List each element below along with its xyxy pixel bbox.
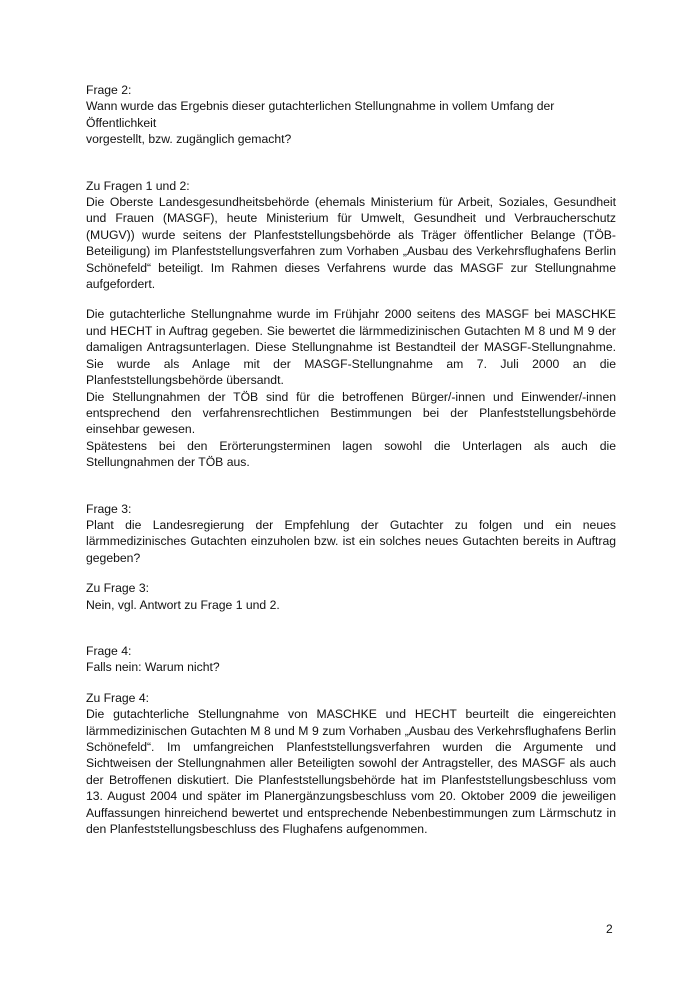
question-4-text: Falls nein: Warum nicht? (86, 660, 220, 675)
answer-4-heading: Zu Frage 4: (86, 690, 149, 705)
answer-1-2-paragraph-2: Die gutachterliche Stellungnahme wurde im Frühjahr 2000 seitens des MASGF bei MASCHKE und HECHT in Auftrag gegeben. Sie bewertet die lärmmedizinischen Gutachten M 8 und M 9 der damaligen Antragsunterlagen. Diese Stellungnahme ist Bestandteil der MASGF-Stellungnahme. Sie wurde als Anlage mit der MASGF-Stellungnahme am 7. Juli 2000 an die Planfeststellungsbehörde übersandt. (86, 307, 616, 388)
answer-1-2-paragraph-4: Spätestens bei den Erörterungsterminen lagen sowohl die Unterlagen als auch die Stellungnahmen der TÖB aus. (86, 438, 616, 470)
answer-3-text: Nein, vgl. Antwort zu Frage 1 und 2. (86, 597, 280, 612)
question-2-text (86, 98, 616, 147)
answer-1-2-paragraph-1: Die Oberste Landesgesundheitsbehörde (ehemals Ministerium für Arbeit, Soziales, Gesundheit und Frauen (MASGF), heute Ministerium für Umwelt, Gesundheit und Verbraucherschutz (MUGV)) wurde seitens der Planfeststellungsbehörde als Träger öffentlicher Belange (TÖB-Beteiligung) im Planfeststellungsverfahren zum Vorhaben „Ausbau des Verkehrsflughafens Berlin Schönefeld“ beteiligt. Im Rahmen dieses Verfahrens wurde das MASGF zur Stellungnahme aufgefordert. (86, 195, 616, 292)
page-number: 2 (606, 922, 613, 936)
question-2-line-1: Wann wurde das Ergebnis dieser gutachterlichen Stellungnahme in vollem Umfang der Öffentlichkeit (86, 99, 555, 130)
answer-4-text: Die gutachterliche Stellungnahme von MASCHKE und HECHT beurteilt die eingereichten lärmmedizinischen Gutachten M 8 und M 9 zum Vorhaben „Ausbau des Verkehrsflughafens Berlin Schönefeld“. Im umfangreichen Planfeststellungsverfahren wurden die Argumente und Sichtweisen der Stellungnahmen aller Beteiligten sowohl der Antragsteller, des MASGF als auch der Betroffenen diskutiert. Die Planfeststellungsbehörde hat im Planfeststellungsbeschluss vom 13. August 2004 und später im Planergänzungsbeschluss vom 20. Oktober 2009 die jeweiligen Auffassungen hinreichend bewertet und entsprechende Nebenbestimmungen zum Lärmschutz in den Planfeststellungsbeschluss des Flughafens aufgenommen. (86, 707, 616, 837)
document-body (86, 82, 616, 837)
question-4-heading: Frage 4: (86, 643, 132, 658)
question-2-line-2: vorgestellt, bzw. zugänglich gemacht? (86, 132, 292, 147)
question-3-text: Plant die Landesregierung der Empfehlung der Gutachter zu folgen und ein neues lärmmedizinisches Gutachten einzuholen bzw. ist ein solches neues Gutachten bereits in Auftrag gegeben? (86, 517, 616, 565)
question-3-heading: Frage 3: (86, 501, 132, 516)
question-2-heading: Frage 2: (86, 83, 132, 97)
answer-1-2-heading: Zu Fragen 1 und 2: (86, 178, 190, 193)
answer-1-2-paragraph-3: Die Stellungnahmen der TÖB sind für die betroffenen Bürger/-innen und Einwender/-innen entsprechend den verfahrensrechtlichen Bestimmungen bei der Planfeststellungsbehörde einsehbar gewesen. (86, 389, 616, 437)
answer-3-heading: Zu Frage 3: (86, 581, 149, 596)
